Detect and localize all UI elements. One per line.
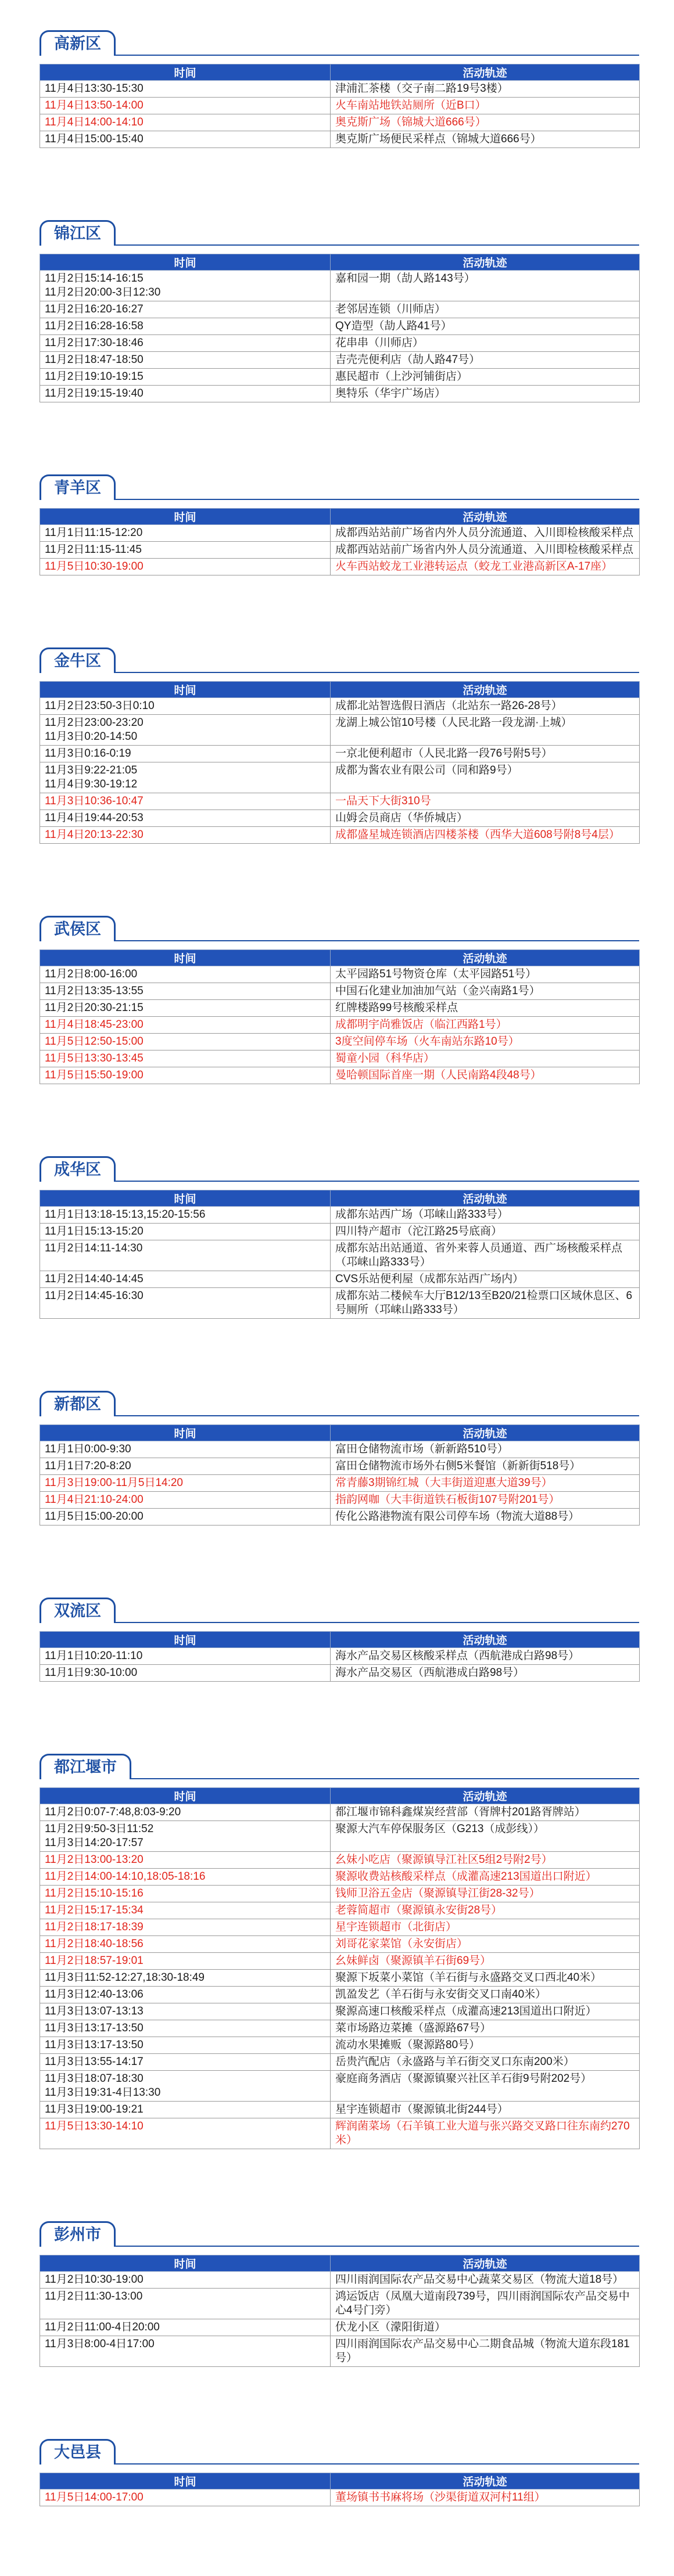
table-row	[40, 1902, 640, 1919]
table-row	[40, 1987, 640, 2003]
district-header	[40, 1595, 639, 1623]
track-column-header: 活动轨迹	[331, 509, 640, 525]
table-row	[40, 301, 640, 318]
track-column-header: 活动轨迹	[331, 2255, 640, 2272]
table-row	[40, 335, 640, 352]
table-row	[40, 2489, 640, 2506]
district-name: 武侯区	[40, 916, 116, 941]
table-row	[40, 793, 640, 810]
district-section	[0, 2437, 674, 2506]
district-header	[40, 218, 639, 246]
table-row	[40, 1804, 640, 1821]
time-cell: 11月3日19:00-19:21	[40, 2102, 331, 2118]
track-cell: 成都为酱农业有限公司（同和路9号）	[331, 762, 640, 793]
track-cell: 星宇连锁超市（聚源镇北街244号）	[331, 2102, 640, 2118]
table-row	[40, 318, 640, 335]
district-header	[40, 1154, 639, 1182]
district-header	[40, 28, 639, 56]
table-header-row	[40, 254, 640, 271]
time-cell: 11月4日13:50-14:00	[40, 98, 331, 114]
time-cell: 11月3日9:22-21:05 11月4日9:30-19:12	[40, 762, 331, 793]
time-cell: 11月4日15:00-15:40	[40, 131, 331, 148]
track-cell: 老蓉简超市（聚源镇永安街28号）	[331, 1902, 640, 1919]
time-cell: 11月2日13:00-13:20	[40, 1852, 331, 1869]
track-cell: 海水产品交易区核酸采样点（西航港成白路98号）	[331, 1648, 640, 1665]
time-cell: 11月3日11:52-12:27,18:30-18:49	[40, 1970, 331, 1987]
time-cell: 11月3日13:17-13:50	[40, 2037, 331, 2054]
track-column-header: 活动轨迹	[331, 2473, 640, 2489]
district-section	[0, 913, 674, 1084]
table-row	[40, 1240, 640, 1271]
time-cell: 11月5日14:00-17:00	[40, 2489, 331, 2506]
table-row	[40, 698, 640, 715]
track-cell: 伏龙小区（濛阳街道）	[331, 2319, 640, 2336]
track-cell: 奥特乐（华宇广场店）	[331, 386, 640, 402]
time-cell: 11月3日18:07-18:30 11月3日19:31-4日13:30	[40, 2071, 331, 2102]
time-column-header: 时间	[40, 1632, 331, 1648]
district-section	[0, 472, 674, 575]
table-row	[40, 2272, 640, 2289]
table-row	[40, 2319, 640, 2336]
track-cell: 流动水果摊贩（聚源路80号）	[331, 2037, 640, 2054]
track-table	[40, 681, 640, 844]
district-header	[40, 913, 639, 941]
track-cell: 常青藤3期锦红城（大丰街道迎惠大道39号）	[331, 1475, 640, 1492]
time-cell: 11月2日17:30-18:46	[40, 335, 331, 352]
track-cell: 蜀童小园（科华店）	[331, 1050, 640, 1067]
district-name: 大邑县	[40, 2439, 116, 2465]
time-cell: 11月4日18:45-23:00	[40, 1017, 331, 1034]
time-cell: 11月2日23:00-23:20 11月3日0:20-14:50	[40, 715, 331, 746]
district-header	[40, 1388, 639, 1416]
district-name: 锦江区	[40, 220, 116, 246]
table-row	[40, 1936, 640, 1953]
track-cell: 老邻居连锁（川师店）	[331, 301, 640, 318]
track-cell: 成都东站出站通道、省外来蓉人员通道、西广场核酸采样点（邛崃山路333号）	[331, 1240, 640, 1271]
time-cell: 11月3日13:17-13:50	[40, 2020, 331, 2037]
time-cell: 11月2日8:00-16:00	[40, 966, 331, 983]
track-table	[40, 254, 640, 402]
track-cell: 星宇连锁超市（北街店）	[331, 1919, 640, 1936]
time-cell: 11月2日15:17-15:34	[40, 1902, 331, 1919]
table-row	[40, 369, 640, 386]
track-cell: 富田仓储物流市场外右侧5米餐馆（新新街518号）	[331, 1458, 640, 1475]
district-section	[0, 645, 674, 844]
track-cell: 一京北便利超市（人民北路一段76号附5号）	[331, 746, 640, 762]
track-cell: 聚源高速口核酸采样点（成灌高速213国道出口附近）	[331, 2003, 640, 2020]
table-row	[40, 1509, 640, 1526]
table-header-row	[40, 2473, 640, 2489]
table-row	[40, 2020, 640, 2037]
track-cell: 聚源收费站核酸采样点（成灌高速213国道出口附近）	[331, 1869, 640, 1886]
track-cell: 董场镇书书麻将场（沙渠街道双河村11组）	[331, 2489, 640, 2506]
track-column-header: 活动轨迹	[331, 950, 640, 966]
time-cell: 11月2日11:30-13:00	[40, 2289, 331, 2319]
table-row	[40, 1271, 640, 1288]
table-row	[40, 1288, 640, 1319]
time-column-header: 时间	[40, 64, 331, 81]
time-cell: 11月2日18:40-18:56	[40, 1936, 331, 1953]
track-table	[40, 508, 640, 575]
track-cell: 成都北站智选假日酒店（北站东一路26-28号）	[331, 698, 640, 715]
time-column-header: 时间	[40, 1425, 331, 1441]
track-cell: 传化公路港物流有限公司停车场（物流大道88号）	[331, 1509, 640, 1526]
time-cell: 11月3日0:16-0:19	[40, 746, 331, 762]
table-row	[40, 1852, 640, 1869]
table-row	[40, 1886, 640, 1902]
table-row	[40, 386, 640, 402]
time-cell: 11月1日9:30-10:00	[40, 1665, 331, 1682]
time-column-header: 时间	[40, 682, 331, 698]
track-column-header: 活动轨迹	[331, 1632, 640, 1648]
table-row	[40, 1919, 640, 1936]
table-row	[40, 271, 640, 301]
table-row	[40, 2118, 640, 2149]
track-cell: 奥克斯广场便民采样点（锦城大道666号）	[331, 131, 640, 148]
track-cell: 四川雨润国际农产品交易中心蔬菜交易区（物流大道18号）	[331, 2272, 640, 2289]
table-header-row	[40, 509, 640, 525]
table-row	[40, 1648, 640, 1665]
track-cell: 曼哈顿国际首座一期（人民南路4段48号）	[331, 1067, 640, 1084]
time-cell: 11月5日13:30-14:10	[40, 2118, 331, 2149]
time-cell: 11月2日19:15-19:40	[40, 386, 331, 402]
track-cell: 幺妹小吃店（聚源镇导江社区5组2号附2号）	[331, 1852, 640, 1869]
time-cell: 11月4日13:30-15:30	[40, 81, 331, 98]
table-header-row	[40, 1425, 640, 1441]
district-name: 都江堰市	[40, 1754, 131, 1779]
district-name: 金牛区	[40, 647, 116, 673]
time-cell: 11月1日11:15-12:20	[40, 525, 331, 542]
district-section	[0, 28, 674, 148]
time-cell: 11月4日20:13-22:30	[40, 827, 331, 844]
district-header	[40, 1751, 639, 1779]
track-cell: 山姆会员商店（华侨城店）	[331, 810, 640, 827]
table-row	[40, 966, 640, 983]
table-header-row	[40, 2255, 640, 2272]
track-table	[40, 2255, 640, 2367]
time-cell: 11月2日14:11-14:30	[40, 1240, 331, 1271]
table-row	[40, 1441, 640, 1458]
track-cell: 火车西站蛟龙工业港转运点（蛟龙工业港高新区A-17座）	[331, 559, 640, 575]
track-column-header: 活动轨迹	[331, 1425, 640, 1441]
time-cell: 11月2日14:40-14:45	[40, 1271, 331, 1288]
track-cell: 菜市场路边菜摊（盛源路67号）	[331, 2020, 640, 2037]
table-row	[40, 1665, 640, 1682]
table-row	[40, 1821, 640, 1852]
table-row	[40, 1017, 640, 1034]
table-row	[40, 715, 640, 746]
time-column-header: 时间	[40, 2473, 331, 2489]
table-row	[40, 559, 640, 575]
track-cell: 辉润菌菜场（石羊镇工业大道与张兴路交叉路口往东南约270米）	[331, 2118, 640, 2149]
track-column-header: 活动轨迹	[331, 1788, 640, 1804]
table-row	[40, 1067, 640, 1084]
track-cell: 3度空间停车场（火车南站东路10号）	[331, 1034, 640, 1050]
track-column-header: 活动轨迹	[331, 1190, 640, 1207]
time-cell: 11月5日13:30-13:45	[40, 1050, 331, 1067]
time-cell: 11月3日13:55-14:17	[40, 2054, 331, 2071]
time-cell: 11月2日11:00-4日20:00	[40, 2319, 331, 2336]
table-row	[40, 983, 640, 1000]
time-cell: 11月2日15:10-15:16	[40, 1886, 331, 1902]
district-name: 双流区	[40, 1598, 116, 1623]
table-row	[40, 762, 640, 793]
track-cell: 凯盈发艺（羊石街与永安街交叉口南40米）	[331, 1987, 640, 2003]
track-cell: 都江堰市锦科鑫煤炭经营部（胥牌村201路胥牌站）	[331, 1804, 640, 1821]
table-header-row	[40, 950, 640, 966]
track-cell: 聚源下坂菜小菜馆（羊石街与永盛路交叉口西北40米）	[331, 1970, 640, 1987]
track-cell: 奥克斯广场（锦城大道666号）	[331, 114, 640, 131]
table-row	[40, 2071, 640, 2102]
track-cell: 津浦汇茶楼（交子南二路19号3楼）	[331, 81, 640, 98]
track-table	[40, 949, 640, 1084]
time-cell: 11月5日15:50-19:00	[40, 1067, 331, 1084]
track-cell: 龙湖上城公馆10号楼（人民北路一段龙湖·上城）	[331, 715, 640, 746]
table-header-row	[40, 682, 640, 698]
table-row	[40, 98, 640, 114]
track-cell: 成都东站西广场（邛崃山路333号）	[331, 1207, 640, 1224]
district-name: 青羊区	[40, 474, 116, 500]
time-cell: 11月2日23:50-3日0:10	[40, 698, 331, 715]
table-row	[40, 2289, 640, 2319]
time-cell: 11月2日20:30-21:15	[40, 1000, 331, 1017]
time-cell: 11月2日13:35-13:55	[40, 983, 331, 1000]
time-column-header: 时间	[40, 254, 331, 271]
table-row	[40, 542, 640, 559]
track-cell: 豪庭商务酒店（聚源镇聚兴社区羊石街9号附202号）	[331, 2071, 640, 2102]
track-cell: 鸿运饭店（凤凰大道南段739号，四川雨润国际农产品交易中心4号门旁）	[331, 2289, 640, 2319]
table-row	[40, 2336, 640, 2367]
track-cell: 成都西站站前广场省内外人员分流通道、入川即检核酸采样点	[331, 525, 640, 542]
district-section	[0, 1388, 674, 1526]
track-cell: 四川特产超市（沱江路25号底商）	[331, 1224, 640, 1240]
district-name: 高新区	[40, 30, 116, 56]
time-cell: 11月5日15:00-20:00	[40, 1509, 331, 1526]
table-row	[40, 114, 640, 131]
track-cell: 太平园路51号物资仓库（太平园路51号）	[331, 966, 640, 983]
table-row	[40, 2054, 640, 2071]
time-column-header: 时间	[40, 509, 331, 525]
track-cell: 成都盛星城连锁酒店四楼茶楼（西华大道608号附8号4层）	[331, 827, 640, 844]
time-cell: 11月2日0:07-7:48,8:03-9:20	[40, 1804, 331, 1821]
track-table	[40, 1190, 640, 1319]
table-row	[40, 1970, 640, 1987]
district-name: 成华区	[40, 1156, 116, 1182]
table-row	[40, 2102, 640, 2118]
table-row	[40, 1207, 640, 1224]
time-cell: 11月2日9:50-3日11:52 11月3日14:20-17:57	[40, 1821, 331, 1852]
time-cell: 11月2日16:20-16:27	[40, 301, 331, 318]
track-column-header: 活动轨迹	[331, 64, 640, 81]
time-cell: 11月3日10:36-10:47	[40, 793, 331, 810]
track-cell: 海水产品交易区（西航港成白路98号）	[331, 1665, 640, 1682]
track-table	[40, 1787, 640, 2149]
table-row	[40, 81, 640, 98]
time-cell: 11月4日21:10-24:00	[40, 1492, 331, 1509]
district-name: 新都区	[40, 1391, 116, 1416]
track-table	[40, 2473, 640, 2506]
time-cell: 11月2日19:10-19:15	[40, 369, 331, 386]
track-cell: 花串串（川师店）	[331, 335, 640, 352]
track-cell: 幺妹鲜卤（聚源镇羊石街69号）	[331, 1953, 640, 1970]
track-cell: 吉壳壳便利店（劼人路47号）	[331, 352, 640, 369]
table-row	[40, 1492, 640, 1509]
time-column-header: 时间	[40, 1190, 331, 1207]
track-cell: 火车南站地铁站厕所（近B口）	[331, 98, 640, 114]
track-cell: 四川雨润国际农产品交易中心二期食品城（物流大道东段181号）	[331, 2336, 640, 2367]
time-cell: 11月1日0:00-9:30	[40, 1441, 331, 1458]
time-cell: 11月3日19:00-11月5日14:20	[40, 1475, 331, 1492]
time-column-header: 时间	[40, 1788, 331, 1804]
time-cell: 11月3日12:40-13:06	[40, 1987, 331, 2003]
table-row	[40, 1224, 640, 1240]
district-header	[40, 645, 639, 673]
track-cell: 刘哥花家菜馆（永安街店）	[331, 1936, 640, 1953]
table-header-row	[40, 1788, 640, 1804]
track-table	[40, 64, 640, 148]
table-row	[40, 525, 640, 542]
track-cell: 红牌楼路99号核酸采样点	[331, 1000, 640, 1017]
track-cell: 成都东站二楼候车大厅B12/13至B20/21检票口区域休息区、6号厕所（邛崃山路333号）	[331, 1288, 640, 1319]
table-row	[40, 1000, 640, 1017]
district-header	[40, 2219, 639, 2247]
track-cell: 指韵网咖（大丰街道铁石板街107号附201号）	[331, 1492, 640, 1509]
time-cell: 11月5日12:50-15:00	[40, 1034, 331, 1050]
district-section	[0, 1751, 674, 2149]
table-row	[40, 1869, 640, 1886]
time-cell: 11月1日13:18-15:13,15:20-15:56	[40, 1207, 331, 1224]
time-cell: 11月2日15:14-16:15 11月2日20:00-3日12:30	[40, 271, 331, 301]
time-column-header: 时间	[40, 950, 331, 966]
district-header	[40, 2437, 639, 2465]
district-section	[0, 2219, 674, 2367]
track-cell: 中国石化建业加油加气站（金兴南路1号）	[331, 983, 640, 1000]
table-row	[40, 1475, 640, 1492]
time-cell: 11月2日10:30-19:00	[40, 2272, 331, 2289]
time-cell: 11月2日16:28-16:58	[40, 318, 331, 335]
district-name: 彭州市	[40, 2221, 116, 2247]
table-row	[40, 746, 640, 762]
district-section	[0, 1154, 674, 1319]
time-column-header: 时间	[40, 2255, 331, 2272]
time-cell: 11月1日7:20-8:20	[40, 1458, 331, 1475]
district-header	[40, 472, 639, 500]
time-cell: 11月4日14:00-14:10	[40, 114, 331, 131]
table-header-row	[40, 1632, 640, 1648]
time-cell: 11月1日10:20-11:10	[40, 1648, 331, 1665]
track-cell: 成都西站站前广场省内外人员分流通道、入川即检核酸采样点	[331, 542, 640, 559]
track-cell: 聚源大汽车停保服务区（G213（成彭线））	[331, 1821, 640, 1852]
time-cell: 11月2日18:47-18:50	[40, 352, 331, 369]
time-cell: 11月3日13:07-13:13	[40, 2003, 331, 2020]
table-row	[40, 1034, 640, 1050]
table-row	[40, 1050, 640, 1067]
table-row	[40, 810, 640, 827]
track-cell: 岳贵汽配店（永盛路与羊石街交叉口东南200米）	[331, 2054, 640, 2071]
table-row	[40, 1953, 640, 1970]
time-cell: 11月5日10:30-19:00	[40, 559, 331, 575]
track-table	[40, 1424, 640, 1526]
track-cell: 钱师卫浴五金店（聚源镇导江街28-32号）	[331, 1886, 640, 1902]
table-header-row	[40, 64, 640, 81]
track-cell: CVS乐站便利屋（成都东站西广场内）	[331, 1271, 640, 1288]
table-row	[40, 2003, 640, 2020]
track-cell: 富田仓储物流市场（新新路510号）	[331, 1441, 640, 1458]
time-cell: 11月2日18:17-18:39	[40, 1919, 331, 1936]
table-row	[40, 352, 640, 369]
time-cell: 11月2日14:45-16:30	[40, 1288, 331, 1319]
track-cell: 一品天下大街310号	[331, 793, 640, 810]
table-row	[40, 1458, 640, 1475]
table-header-row	[40, 1190, 640, 1207]
table-row	[40, 827, 640, 844]
track-column-header: 活动轨迹	[331, 254, 640, 271]
time-cell: 11月2日11:15-11:45	[40, 542, 331, 559]
district-section	[0, 218, 674, 402]
track-column-header: 活动轨迹	[331, 682, 640, 698]
time-cell: 11月4日19:44-20:53	[40, 810, 331, 827]
track-table	[40, 1631, 640, 1682]
district-section	[0, 1595, 674, 1682]
time-cell: 11月1日15:13-15:20	[40, 1224, 331, 1240]
time-cell: 11月3日8:00-4日17:00	[40, 2336, 331, 2367]
table-row	[40, 2037, 640, 2054]
time-cell: 11月2日14:00-14:10,18:05-18:16	[40, 1869, 331, 1886]
track-cell: QY造型（劼人路41号）	[331, 318, 640, 335]
time-cell: 11月2日18:57-19:01	[40, 1953, 331, 1970]
track-cell: 成都明宇尚雅饭店（临江西路1号）	[331, 1017, 640, 1034]
track-cell: 嘉和园一期（劼人路143号）	[331, 271, 640, 301]
table-row	[40, 131, 640, 148]
track-cell: 惠民超市（上沙河铺街店）	[331, 369, 640, 386]
